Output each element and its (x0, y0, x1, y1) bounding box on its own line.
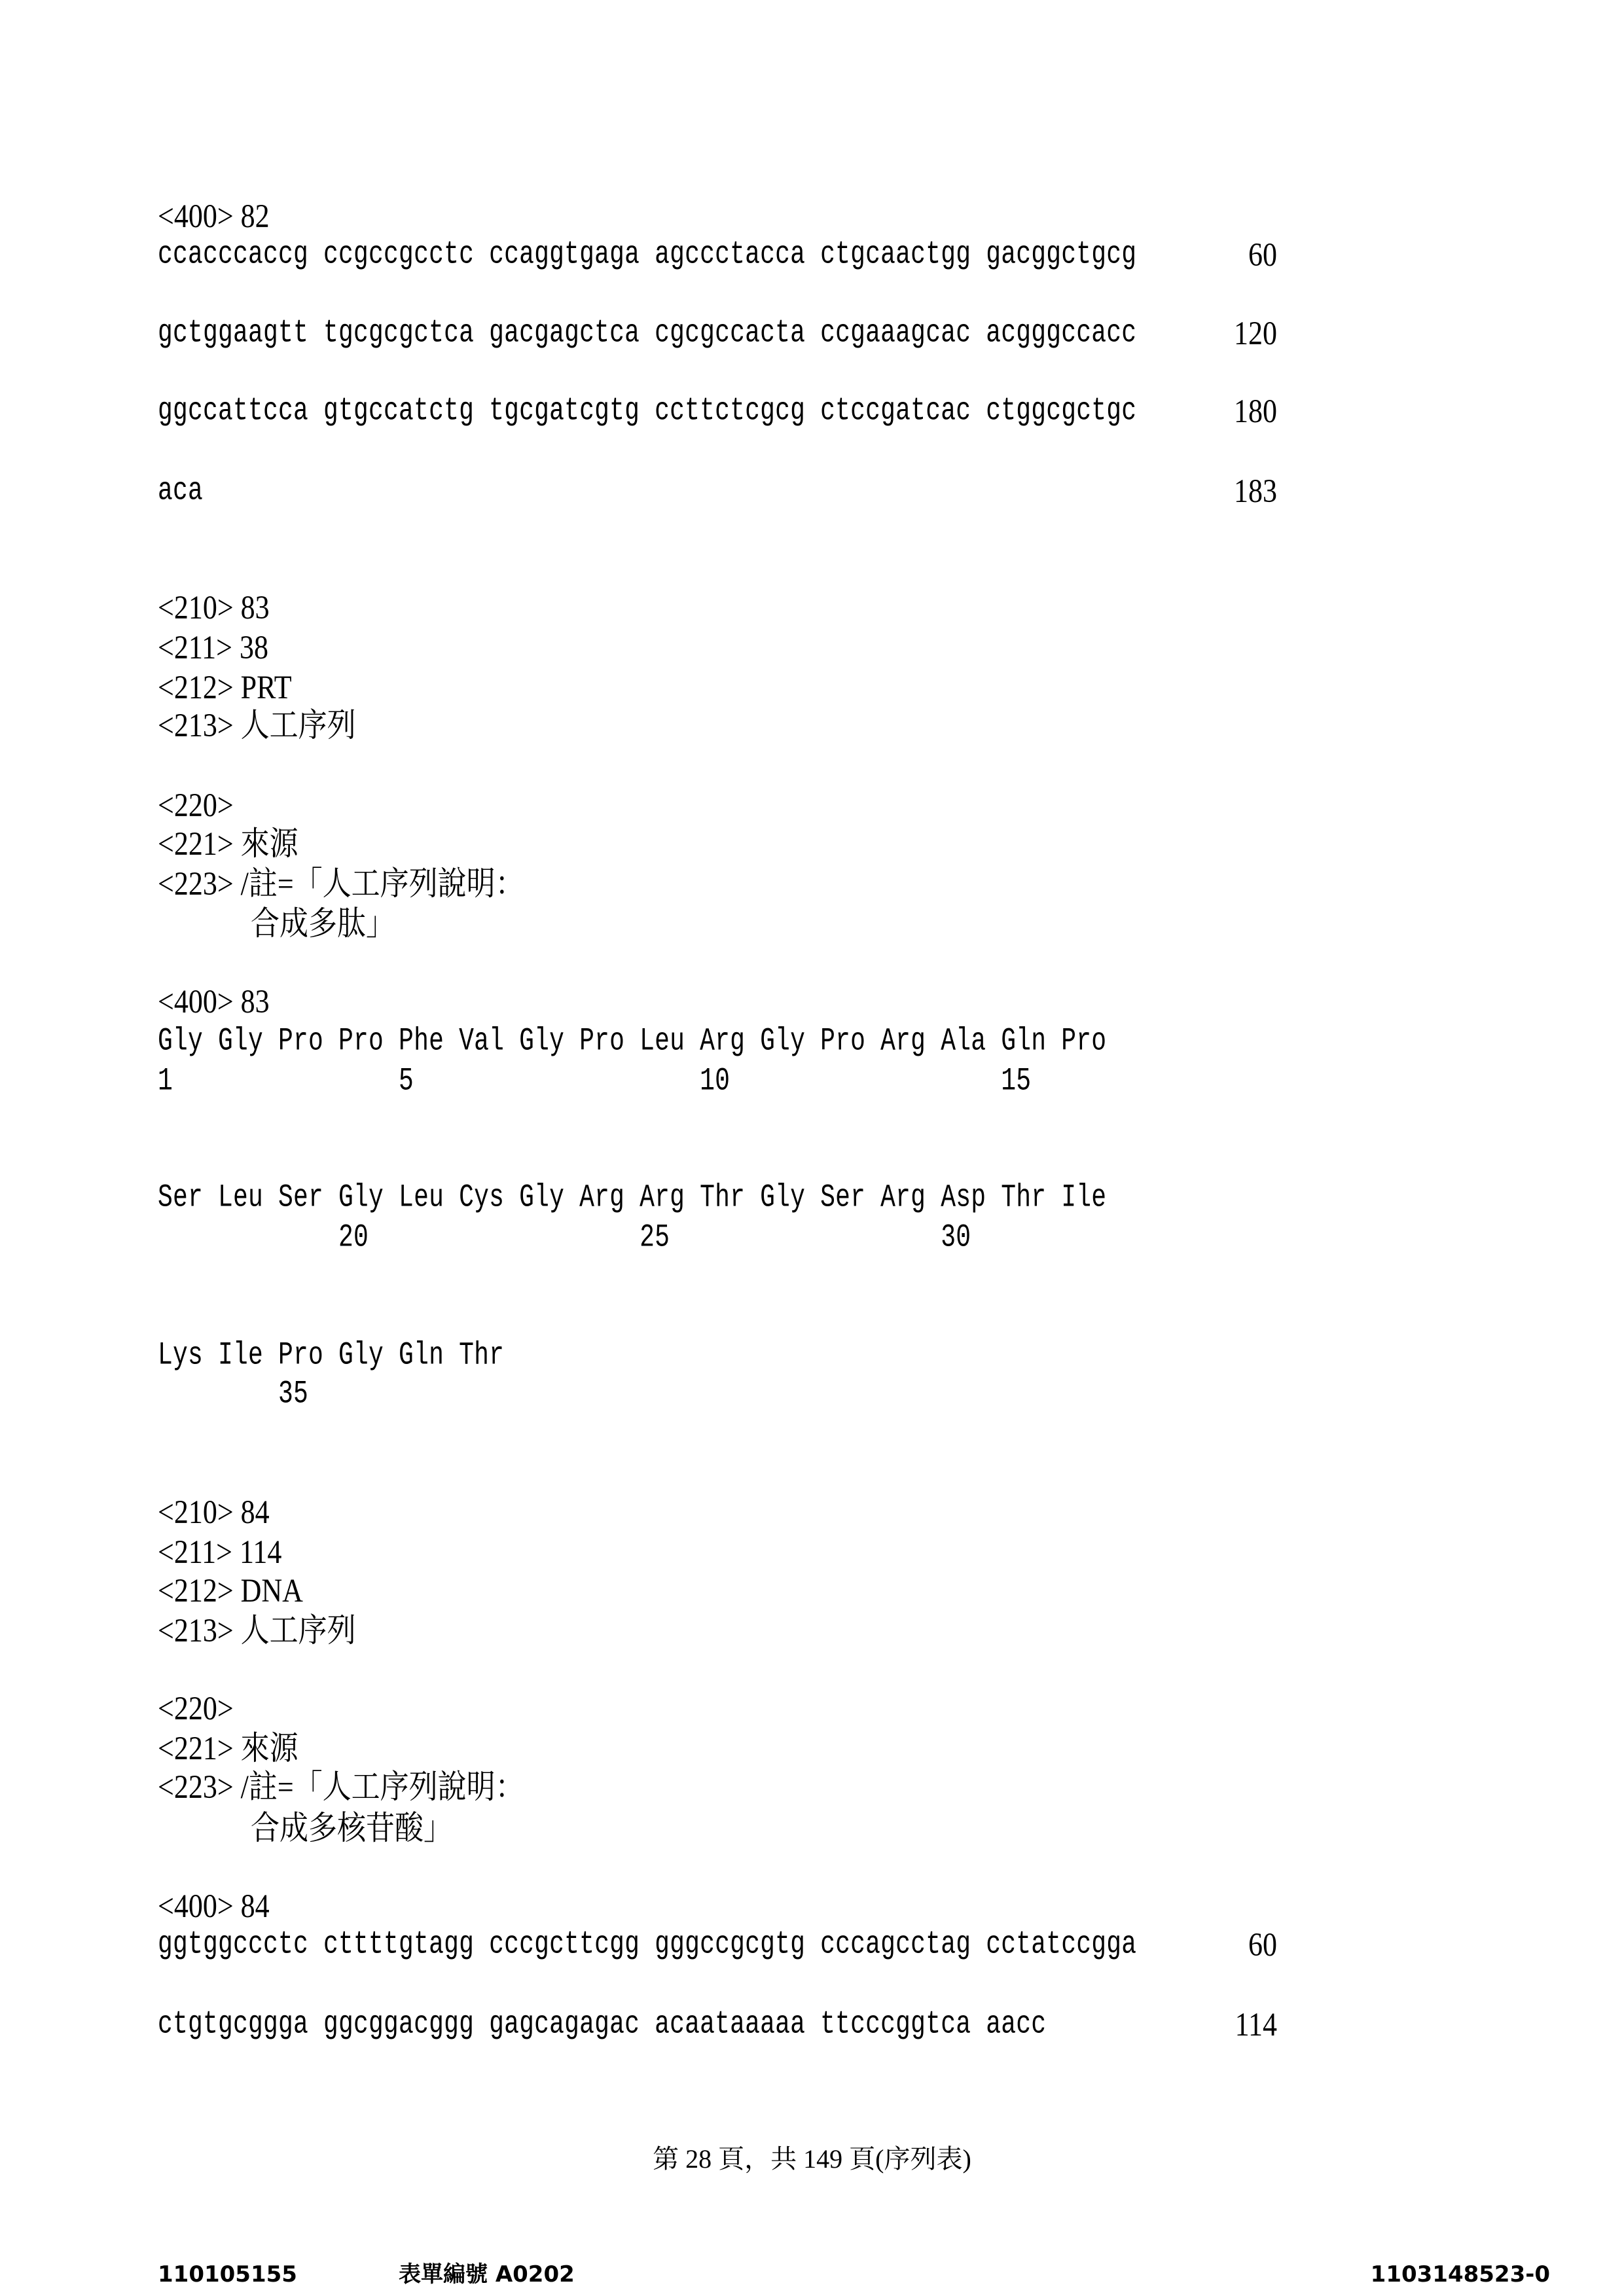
seq84-tag-210: <210> 84 (158, 1492, 270, 1534)
seq82-num-3: 180 (1234, 391, 1277, 433)
seq84-tag-223-cont: 合成多核苷酸」 (251, 1808, 452, 1850)
seq83-tag-213: <213> 人工序列 (158, 705, 356, 747)
seq84-num-2: 114 (1235, 2004, 1277, 2046)
seq83-positions-2: 20 25 30 (158, 1215, 971, 1263)
seq82-num-1: 60 (1248, 234, 1277, 276)
seq83-tag-400: <400> 83 (158, 981, 270, 1023)
footer-left-id: 110105155 (158, 2258, 297, 2291)
seq84-tag-221: <221> 來源 (158, 1728, 298, 1770)
seq83-residues-2: Ser Leu Ser Gly Leu Cys Gly Arg Arg Thr Gly Ser Arg Asp Thr Ile (158, 1175, 1106, 1223)
seq83-tag-223: <223> /註=「人工序列說明： (158, 863, 524, 905)
seq82-line-2: gctggaagtt tgcgcgctca gacgagctca cgcgccacta ccgaaagcac acgggccacc (158, 310, 1136, 358)
seq84-tag-212: <212> DNA (158, 1570, 303, 1612)
seq82-line-3: ggccattcca gtgccatctg tgcgatcgtg ccttctcgcg ctccgatcac ctggcgctgc (158, 388, 1136, 436)
seq82-line-4: aca (158, 468, 203, 516)
seq83-positions-3: 35 (158, 1371, 308, 1419)
seq84-tag-213: <213> 人工序列 (158, 1610, 356, 1652)
seq82-num-2: 120 (1234, 313, 1277, 355)
seq82-tag-400: <400> 82 (158, 196, 270, 238)
seq83-tag-210: <210> 83 (158, 587, 270, 629)
seq84-tag-400: <400> 84 (158, 1886, 270, 1928)
seq84-tag-220: <220> (158, 1688, 234, 1730)
seq83-residues-1: Gly Gly Pro Pro Phe Val Gly Pro Leu Arg Gly Pro Arg Ala Gln Pro (158, 1018, 1106, 1066)
seq84-line-1: ggtggccctc cttttgtagg cccgcttcgg gggccgcgtg cccagcctag cctatccgga (158, 1922, 1136, 1969)
seq84-num-1: 60 (1248, 1924, 1277, 1966)
seq84-tag-223: <223> /註=「人工序列說明： (158, 1767, 524, 1808)
seq83-tag-212: <212> PRT (158, 667, 292, 709)
seq84-line-2: ctgtgcggga ggcggacggg gagcagagac acaataaaaa ttcccggtca aacc (158, 2001, 1046, 2049)
seq82-num-4: 183 (1234, 471, 1277, 512)
footer-form-number: 表單編號 A0202 (399, 2258, 575, 2291)
seq83-tag-223-cont: 合成多肽」 (251, 903, 395, 945)
seq83-tag-221: <221> 來源 (158, 823, 298, 865)
seq84-tag-211: <211> 114 (158, 1532, 281, 1573)
seq83-tag-220: <220> (158, 785, 234, 827)
footer-right-id: 1103148523-0 (1371, 2258, 1550, 2291)
seq83-tag-211: <211> 38 (158, 627, 268, 669)
seq82-line-1: ccacccaccg ccgccgcctc ccaggtgaga agccctacca ctgcaactgg gacggctgcg (158, 232, 1136, 279)
seq83-positions-1: 1 5 10 15 (158, 1058, 1031, 1106)
page-number: 第 28 頁，共 149 頁(序列表) (0, 2141, 1624, 2178)
seq83-residues-3: Lys Ile Pro Gly Gln Thr (158, 1333, 504, 1380)
